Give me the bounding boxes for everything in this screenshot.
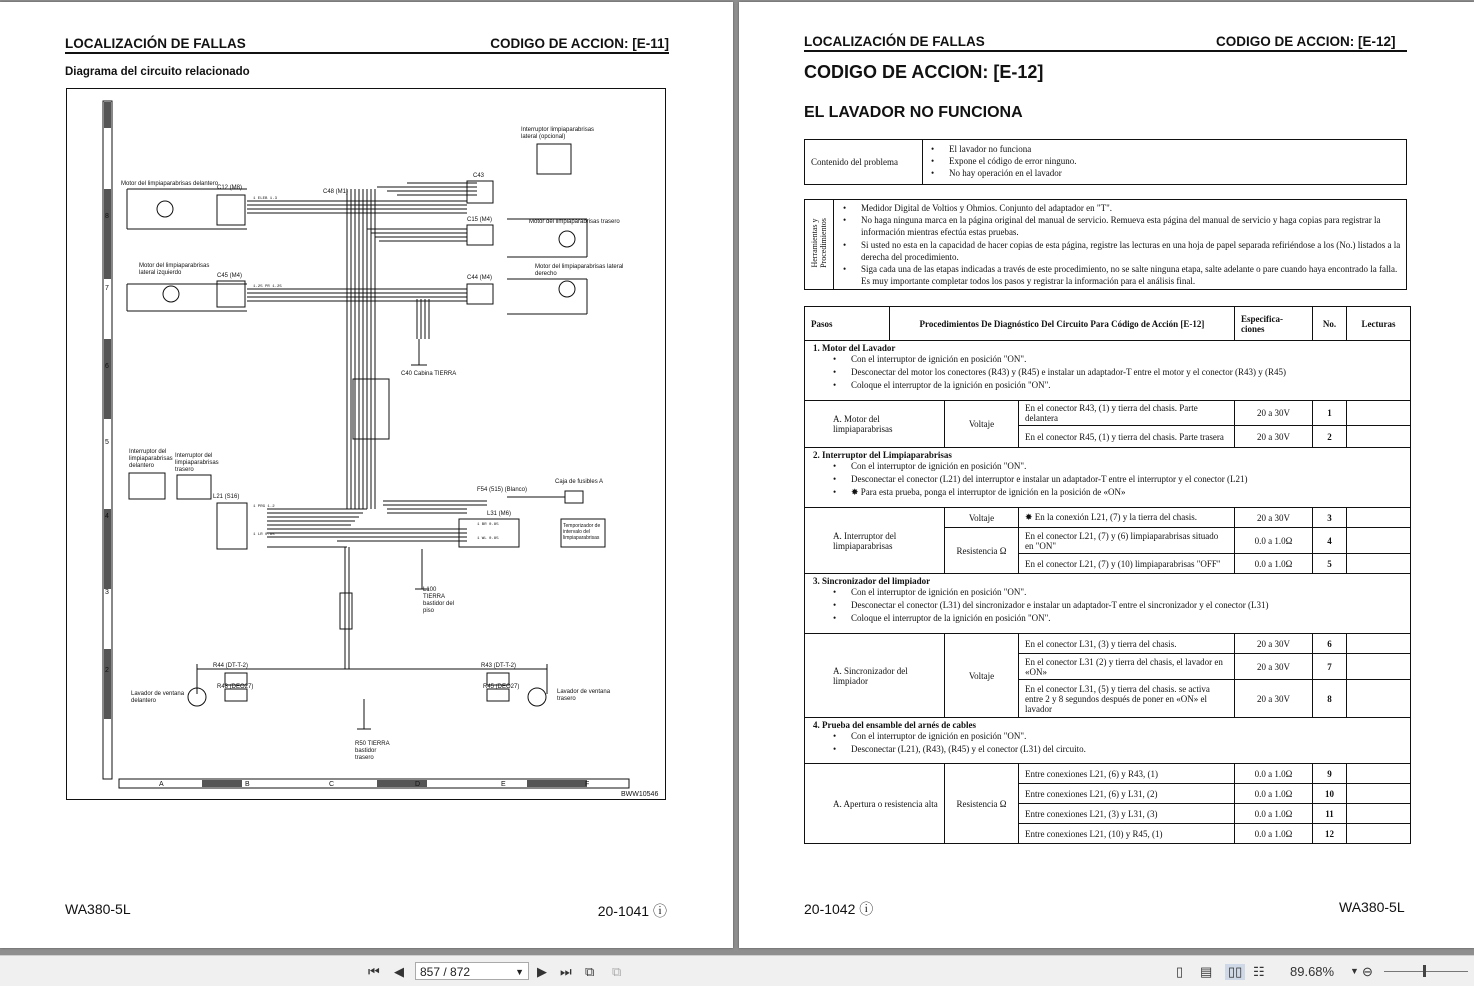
label-r43: R43 (DT-T-2) <box>481 663 517 669</box>
col-no: No. <box>1313 307 1347 341</box>
section-cell <box>805 341 1411 401</box>
desc-cell: Entre conexiones L21, (6) y R43, (1) <box>1019 764 1235 784</box>
table-row <box>805 401 1411 426</box>
reading-cell[interactable] <box>1347 426 1411 448</box>
desc-cell: ✸ En la conexión L21, (7) y la tierra del chasis. <box>1019 508 1235 528</box>
label-lavador-delantero: Lavador de ventana delantero <box>131 691 185 704</box>
reading-cell[interactable] <box>1347 634 1411 654</box>
label-cabina-tierra: C40 Cabina TIERRA <box>401 371 457 377</box>
grid-col-label: B <box>245 781 250 788</box>
footer-left-r: 20-1042 ⓘ <box>804 901 874 917</box>
diagnostic-table <box>804 306 1411 844</box>
section-steps <box>811 353 1404 392</box>
reading-cell[interactable] <box>1347 554 1411 574</box>
label-fusible: F54 (515) (Blanco) <box>477 487 528 493</box>
footer-left: WA380-5L <box>65 901 131 917</box>
problem-item: • No hay operación en el lavador <box>925 167 1076 179</box>
spec-cell: 0.0 a 1.0Ω <box>1235 804 1313 824</box>
desc-cell: Entre conexiones L21, (10) y R45, (1) <box>1019 824 1235 844</box>
zoom-out-icon[interactable]: ⊖ <box>1362 964 1373 979</box>
svg-text:1 PRG 1.2: 1 PRG 1.2 <box>253 505 275 509</box>
measure-cell: Voltaje <box>945 634 1019 718</box>
desc-cell: En el conector L21, (7) y (10) limpiaparabrisas "OFF" <box>1019 554 1235 574</box>
table-row <box>805 508 1411 528</box>
desc-cell: En el conector L21, (7) y (6) limpiaparabrisas situado en "ON" <box>1019 528 1235 554</box>
grid-col-label: F <box>585 781 590 788</box>
footer-right: 20-1041 ⓘ <box>597 903 667 919</box>
spec-cell: 20 a 30V <box>1235 680 1313 718</box>
desc-cell: Entre conexiones L21, (6) y L31, (2) <box>1019 784 1235 804</box>
diagram-title: Diagrama del circuito relacionado <box>65 66 250 78</box>
problem-box <box>804 139 1407 185</box>
label-l31: L31 (M6) <box>487 511 512 517</box>
header-right-r: CODIGO DE ACCION: [E-12] <box>1216 34 1396 49</box>
label-lavador-trasero: Lavador de ventana trasero <box>557 689 611 702</box>
section-step: • Coloque el interruptor de la ignición en posición "ON". <box>827 379 1404 392</box>
svg-text:1 WL 0.85: 1 WL 0.85 <box>477 537 499 541</box>
number-cell: 5 <box>1313 554 1347 574</box>
facing-icon[interactable]: ▯▯ <box>1225 964 1245 980</box>
label-c45: C45 (M4) <box>217 273 243 279</box>
section-step: • Desconectar el conector (L31) del sincronizador e instalar un adaptador-T entre el sincronizador y el conector (L31) <box>827 599 1404 612</box>
label-motor-derecho: Motor del limpiaparabrisas lateral derecho <box>535 264 624 277</box>
grid-row-label: 4 <box>105 513 109 520</box>
col-procedimientos: Procedimientos De Diagnóstico Del Circuito Para Código de Acción [E-12] <box>890 307 1235 341</box>
desc-cell: En el conector L31, (5) y tierra del chasis. se activa entre 2 y 8 segundos después de poner en «ON» el lavador <box>1019 680 1235 718</box>
grid-row-label: 6 <box>105 363 109 370</box>
prev-page-icon[interactable]: ◀ <box>394 964 404 979</box>
label-temporizador: Temporizador de intervalo del limpiaparabrisas <box>563 523 601 541</box>
number-cell: 11 <box>1313 804 1347 824</box>
reading-cell[interactable] <box>1347 680 1411 718</box>
header-rule <box>65 52 669 54</box>
grid-col-label: A <box>159 781 164 788</box>
col-lecturas: Lecturas <box>1347 307 1411 341</box>
item-cell <box>805 764 945 844</box>
section-title: 1. Motor del Lavador <box>813 343 896 353</box>
page-title: CODIGO DE ACCION: [E-12] <box>804 62 1044 82</box>
reading-cell[interactable] <box>1347 401 1411 426</box>
tools-label-cell <box>805 200 834 289</box>
desc-cell: En el conector R45, (1) y tierra del chasis. Parte trasera <box>1019 426 1235 448</box>
section-title: 2. Interruptor del Limpiaparabrisas <box>813 450 952 460</box>
go-back-icon[interactable]: ⧉ <box>585 964 595 979</box>
section-steps <box>811 460 1404 499</box>
next-page-icon[interactable]: ▶ <box>537 964 547 979</box>
svg-text:1 ELEB 1.3: 1 ELEB 1.3 <box>253 197 278 201</box>
grid-col-label: D <box>415 781 421 788</box>
tools-label: Herramientas y Procedimientos <box>810 218 828 268</box>
number-cell: 12 <box>1313 824 1347 844</box>
spec-cell: 0.0 a 1.0Ω <box>1235 764 1313 784</box>
section-steps <box>811 730 1404 756</box>
header-right: CODIGO DE ACCION: [E-11] <box>490 36 669 51</box>
header-left-r: LOCALIZACIÓN DE FALLAS <box>804 34 985 49</box>
reading-cell[interactable] <box>1347 654 1411 680</box>
label-caja-fusibles: Caja de fusibles A <box>555 479 604 485</box>
measure-cell: Voltaje <box>945 508 1019 528</box>
go-forward-icon[interactable]: ⧉ <box>612 964 622 979</box>
spec-cell: 20 a 30V <box>1235 401 1313 426</box>
section-cell <box>805 574 1411 634</box>
spec-cell: 20 a 30V <box>1235 634 1313 654</box>
measure-cell: Voltaje <box>945 401 1019 448</box>
spec-cell: 20 a 30V <box>1235 654 1313 680</box>
label-motor-delantero: Motor del limpiaparabrisas delantero <box>121 181 219 187</box>
number-cell: 9 <box>1313 764 1347 784</box>
tools-box <box>804 199 1407 290</box>
number-cell: 4 <box>1313 528 1347 554</box>
viewer-toolbar <box>0 955 1474 986</box>
item-label: A. Interruptor del limpiaparabrisas <box>833 530 897 551</box>
grid-row-label: 5 <box>105 439 109 446</box>
section-row <box>805 574 1411 634</box>
continuous-facing-icon[interactable]: ☷ <box>1253 964 1265 979</box>
label-c15: C15 (M4) <box>467 217 493 223</box>
desc-cell: En el conector R43, (1) y tierra del chasis. Parte delantera <box>1019 401 1235 426</box>
section-step: • Coloque el interruptor de la ignición en posición "ON". <box>827 612 1404 625</box>
reading-cell[interactable] <box>1347 508 1411 528</box>
tools-item: • Medidor Digital de Voltios y Ohmios. Conjunto del adaptador en "T". <box>837 202 1403 214</box>
desc-cell: En el conector L31, (3) y tierra del chasis. <box>1019 634 1235 654</box>
label-motor-trasero: Motor del limpiaparabrisas trasero <box>529 219 620 225</box>
reading-cell[interactable] <box>1347 784 1411 804</box>
left-page <box>0 2 733 948</box>
number-cell: 8 <box>1313 680 1347 718</box>
zoom-slider[interactable] <box>1384 971 1468 972</box>
spec-cell: 0.0 a 1.0Ω <box>1235 528 1313 554</box>
number-cell: 2 <box>1313 426 1347 448</box>
grid-row-label: 2 <box>105 667 109 674</box>
label-int-trasero: Interruptor del limpiaparabrisas trasero <box>175 453 219 473</box>
item-cell <box>805 401 945 448</box>
col-pasos: Pasos <box>805 307 890 341</box>
section-cell <box>805 718 1411 764</box>
svg-text:1.25 PR 1.25: 1.25 PR 1.25 <box>253 285 282 289</box>
label-r45: R45 (DEO27) <box>483 684 520 690</box>
label-c43: C43 <box>473 173 485 179</box>
number-cell: 6 <box>1313 634 1347 654</box>
number-cell: 10 <box>1313 784 1347 804</box>
problem-list <box>925 143 1076 180</box>
label-code: BWW10546 <box>621 791 659 798</box>
spec-cell: 20 a 30V <box>1235 426 1313 448</box>
problem-label: Contenido del problema <box>805 140 923 184</box>
section-row <box>805 341 1411 401</box>
section-steps <box>811 586 1404 625</box>
zoom-dropdown-icon[interactable]: ▼ <box>1350 966 1359 976</box>
label-c48: C48 (M1) <box>323 189 349 195</box>
item-label: A. Apertura o resistencia alta <box>833 798 938 809</box>
section-step: • Con el interruptor de ignición en posición "ON". <box>827 586 1404 599</box>
tools-item: • No haga ninguna marca en la página original del manual de servicio. Remueva esta página del manual de servicio y haga copias para registrar la información mientras efectúa estas pruebas. <box>837 214 1403 238</box>
measure-cell: Resistencia Ω <box>945 528 1019 574</box>
item-label: A. Motor del limpiaparabrisas <box>833 414 893 434</box>
reading-cell[interactable] <box>1347 528 1411 554</box>
zoom-slider-handle[interactable] <box>1423 965 1426 977</box>
problem-item: • Expone el código de error ninguno. <box>925 155 1076 167</box>
section-row <box>805 718 1411 764</box>
measure-cell: Resistencia Ω <box>945 764 1019 844</box>
circuit-diagram <box>66 88 666 800</box>
section-title: 4. Prueba del ensamble del arnés de cables <box>813 720 976 730</box>
grid-row-label: 8 <box>105 213 109 220</box>
label-int-delantero: Interruptor del limpiaparabrisas delantero <box>129 449 173 469</box>
page-indicator: 857 / 872 <box>420 965 471 979</box>
section-cell <box>805 448 1411 508</box>
section-step: • ✸ Para esta prueba, ponga el interruptor de ignición en la posición de «ON» <box>827 486 1404 499</box>
reading-cell[interactable] <box>1347 824 1411 844</box>
col-especificaciones: Especifica-ciones <box>1235 307 1313 341</box>
spec-cell: 0.0 a 1.0Ω <box>1235 554 1313 574</box>
chevron-down-icon: ▼ <box>515 967 524 977</box>
grid-col-label: C <box>329 781 335 788</box>
section-step: • Desconectar del motor los conectores (R43) y (R45) e instalar un adaptador-T entre el motor y el conector (R43) y (R45) <box>827 366 1404 379</box>
label-l21: L21 (S16) <box>213 494 240 500</box>
first-page-icon[interactable]: ⏮ <box>368 964 380 979</box>
continuous-icon[interactable]: ▤ <box>1200 964 1213 979</box>
section-step: • Desconectar el conector (L21) del interruptor e instalar un adaptador-T entre el interruptor y el conector (L21) <box>827 473 1404 486</box>
reading-cell[interactable] <box>1347 804 1411 824</box>
number-cell: 1 <box>1313 401 1347 426</box>
label-r48: R48 (DEO27) <box>217 684 254 690</box>
label-tierra-piso: L100 TIERRA bastidor del piso <box>423 587 455 614</box>
label-c44: C44 (M4) <box>467 275 493 281</box>
label-motor-izquierdo: Motor del limpiaparabrisas lateral izquierdo <box>139 263 210 276</box>
item-cell <box>805 634 945 718</box>
section-title: 3. Sincronizador del limpiador <box>813 576 931 586</box>
section-step: • Con el interruptor de ignición en posición "ON". <box>827 730 1404 743</box>
section-step: • Con el interruptor de ignición en posición "ON". <box>827 460 1404 473</box>
desc-cell: Entre conexiones L21, (3) y L31, (3) <box>1019 804 1235 824</box>
section-step: • Desconectar (L21), (R43), (R45) y el conector (L31) del circuito. <box>827 743 1404 756</box>
section-step: • Con el interruptor de ignición en posición "ON". <box>827 353 1404 366</box>
single-page-icon[interactable]: ▯ <box>1176 964 1184 979</box>
last-page-icon[interactable]: ⏭ <box>560 964 572 979</box>
spec-cell: 20 a 30V <box>1235 508 1313 528</box>
desc-cell: En el conector L31 (2) y tierra del chasis, el lavador en «ON» <box>1019 654 1235 680</box>
label-int-lateral: Interruptor limpiaparabrisas lateral (opcional) <box>521 127 595 140</box>
label-c12: C12 (M8) <box>217 185 243 191</box>
svg-text:1 BR 0.85: 1 BR 0.85 <box>477 523 499 527</box>
label-tierra-trasero: R50 TIERRA bastidor trasero <box>355 741 390 761</box>
header-left: LOCALIZACIÓN DE FALLAS <box>65 36 246 51</box>
tools-item: • Siga cada una de las etapas indicadas a través de este procedimiento, no se salte ninguna etapa, salte adelante o pare cuando haya encontrado la falla. Es muy importante completar todos los pasos y registrar la información para el análisis final. <box>837 263 1403 287</box>
header-rule-r <box>804 50 1407 52</box>
table-row <box>805 764 1411 784</box>
page-number-input[interactable] <box>415 962 529 980</box>
grid-row-label: 7 <box>105 285 109 292</box>
table-row <box>805 634 1411 654</box>
zoom-level[interactable]: 89.68% <box>1290 964 1335 979</box>
footer-right-r: WA380-5L <box>1339 899 1405 915</box>
page-subtitle: EL LAVADOR NO FUNCIONA <box>804 104 1023 121</box>
item-label: A. Sincronizador del limpiador <box>833 665 908 686</box>
tools-list <box>837 202 1403 287</box>
svg-text:1 LR 0.85: 1 LR 0.85 <box>253 533 275 537</box>
spec-cell: 0.0 a 1.0Ω <box>1235 824 1313 844</box>
label-r44: R44 (DT-T-2) <box>213 663 249 669</box>
number-cell: 7 <box>1313 654 1347 680</box>
table-header-row <box>805 307 1411 341</box>
number-cell: 3 <box>1313 508 1347 528</box>
tools-item: • Si usted no esta en la capacidad de hacer copias de esta página, registre las lecturas en una hoja de papel separada refiriéndose a los (No.) listados a la derecha del procedimiento. <box>837 239 1403 263</box>
reading-cell[interactable] <box>1347 764 1411 784</box>
item-cell <box>805 508 945 574</box>
grid-row-label: 3 <box>105 589 109 596</box>
grid-col-label: E <box>501 781 506 788</box>
spec-cell: 0.0 a 1.0Ω <box>1235 784 1313 804</box>
problem-item: • El lavador no funciona <box>925 143 1076 155</box>
section-row <box>805 448 1411 508</box>
